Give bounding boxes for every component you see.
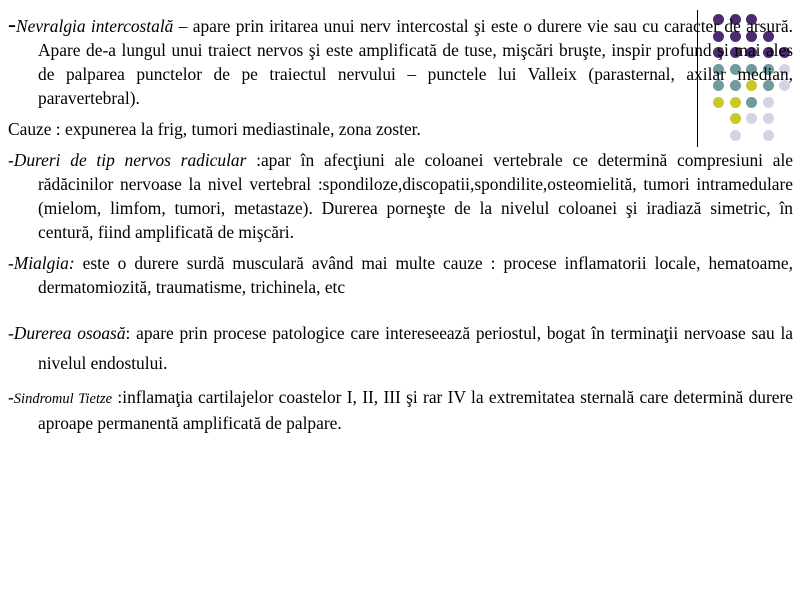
paragraph-dureri-radicular: [8, 148, 793, 244]
paragraph-text: :inflamaţia cartilajelor coastelor I, II, III şi rar IV la extremitatea sternală care determină durere aproape permanentă amplificată de palpare.: [38, 387, 793, 433]
paragraph-nevralgia-intercostala: [8, 14, 793, 110]
paragraph-text: este o durere surdă musculară având mai multe cauze : procese inflamatorii locale, hematoame, dermatomiozită, traumatisme, trichinela, etc: [38, 253, 793, 297]
slide-content: [8, 14, 793, 435]
bullet-dash: -: [8, 150, 14, 170]
paragraph-text: Cauze : expunerea la frig, tumori mediastinale, zona zoster.: [8, 119, 421, 139]
bullet-dash: -: [8, 323, 14, 343]
bullet-dash: -: [8, 253, 14, 273]
term-sindromul-tietze: Sindromul Tietze: [13, 391, 113, 407]
paragraph-text: : apare prin procese patologice care intereseează periostul, bogat în terminaţii nervoase sau la nivelul endostului.: [38, 323, 794, 373]
term-mialgia: Mialgia:: [13, 253, 75, 273]
paragraph-sindromul-tietze: [8, 385, 793, 435]
bullet-dash: -: [8, 387, 14, 407]
term-dureri-radicular: Dureri de tip nervos radicular: [13, 150, 247, 170]
term-durerea-osoasa: Durerea osoasă: [13, 323, 126, 343]
paragraph-durerea-osoasa: [8, 318, 793, 378]
paragraph-text: – apare prin iritarea unui nerv intercostal şi este o durere vie sau cu caracter de arsură. Apare de-a lungul unui traiect nervos şi este amplificată de tuse, mişcări bruşte, inspir profund şi mai ales de palparea punctelor de pe traiectul nervului – punctele lui Valleix (parasternal, axilar median, paravertebral).: [38, 16, 793, 108]
bullet-dash: -: [8, 12, 16, 38]
paragraph-text: :apar în afecţiuni ale coloanei vertebrale ce determină compresiuni ale rădăcinilor nervoase la nivel vertebral :spondiloze,discopatii,spondilite,osteomielită, tumori intramedulare (mielom, limfom, tumori, metastaze). Durerea porneşte de la nivelul coloanei şi iradiază simetric, în centură, fiind amplificată de mişcări.: [38, 150, 793, 242]
paragraph-mialgia: [8, 251, 793, 299]
term-nevralgia-intercostala: Nevralgia intercostală: [16, 16, 174, 36]
paragraph-cauze: [8, 117, 793, 141]
